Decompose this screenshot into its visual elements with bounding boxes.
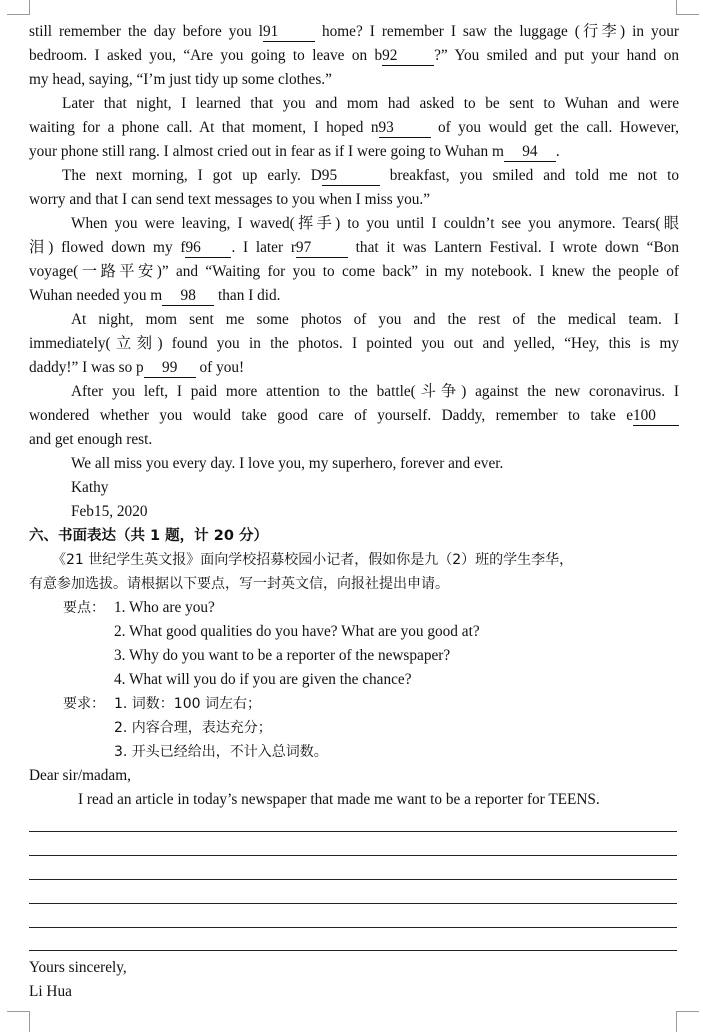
letter-date: Feb15, 2020 (71, 503, 148, 520)
task-intro: 《21 世纪学生英文报》面向学校招募校园小记者，假如你是九（2）班的学生李华， (52, 552, 574, 568)
passage-line: The next morning, I got up early. D95 breakfast, you smiled and told me not to (62, 167, 679, 184)
letter-closing: Yours sincerely, (29, 959, 127, 976)
passage-line: We all miss you every day. I love you, my superhero, forever and ever. (71, 455, 504, 472)
passage-line: 泪) flowed down my f96 . I later r97 that it was Lantern Festival. I wrote down “Bon (29, 239, 679, 256)
point-item: 1. Who are you? (114, 599, 215, 616)
section-heading: 六、书面表达（共 1 题，计 20 分） (29, 528, 268, 544)
answer-writing-line[interactable] (29, 855, 677, 856)
passage-line: Wuhan needed you m 98 than I did. (29, 287, 281, 304)
crop-mark-bottom-left (7, 1011, 30, 1032)
answer-writing-line[interactable] (29, 950, 677, 951)
answer-writing-line[interactable] (29, 903, 677, 904)
passage-line: still remember the day before you l91 home? I remember I saw the luggage (行李) in your (29, 23, 680, 40)
passage-line: daddy!” I was so p 99 of you! (29, 359, 245, 376)
passage-line: immediately(立刻) found you in the photos. I pointed you out and yelled, “Hey, this is my (29, 335, 679, 352)
passage-line: your phone still rang. I almost cried out in fear as if I were going to Wuhan m 94 . (29, 143, 560, 160)
answer-writing-line[interactable] (29, 831, 677, 832)
answer-blank-95[interactable]: 95 (322, 166, 380, 186)
crop-mark-top-right (676, 0, 699, 15)
passage-line: At night, mom sent me some photos of you and the rest of the medical team. I (71, 311, 679, 328)
passage-line: wondered whether you would take good care of yourself. Daddy, remember to take e100 (29, 404, 679, 428)
passage-line: Later that night, I learned that you and mom had asked to be sent to Wuhan and were (62, 95, 679, 112)
passage-line: When you were leaving, I waved(挥手) to you until I couldn’t see you anymore. Tears(眼 (71, 215, 679, 232)
letter-signature: Kathy (71, 479, 109, 496)
requirement-item: 1. 词数：100 词左右； (114, 696, 261, 712)
passage-line: and get enough rest. (29, 431, 153, 448)
requirement-item: 3. 开头已经给出，不计入总词数。 (114, 744, 328, 760)
passage-line: After you left, I paid more attention to the battle(斗争) against the new coronavirus. I (71, 383, 679, 400)
passage-line: worry and that I can send text messages to you when I miss you.” (29, 191, 431, 208)
letter-opening: I read an article in today’s newspaper that made me want to be a reporter for TEENS. (78, 791, 600, 808)
crop-mark-top-left (7, 0, 30, 15)
letter-name: Li Hua (29, 983, 72, 1000)
answer-blank-96[interactable]: 96 (185, 238, 231, 258)
letter-salutation: Dear sir/madam, (29, 767, 131, 784)
point-item: 4. What will you do if you are given the chance? (114, 671, 412, 688)
passage-line: my head, saying, “I’m just tidy up some clothes.” (29, 71, 332, 88)
answer-blank-93[interactable]: 93 (379, 118, 431, 138)
task-intro: 有意参加选拔。请根据以下要点，写一封英文信，向报社提出申请。 (29, 576, 449, 592)
passage-line: waiting for a phone call. At that moment, I hoped n93 of you would get the call. However, (29, 119, 679, 136)
answer-blank-100[interactable]: 100 (633, 406, 679, 426)
answer-writing-line[interactable] (29, 879, 677, 880)
crop-mark-bottom-right (676, 1011, 699, 1032)
requirements-label: 要求： (63, 696, 105, 712)
point-item: 2. What good qualities do you have? What are you good at? (114, 623, 480, 640)
points-label: 要点： (63, 600, 105, 616)
point-item: 3. Why do you want to be a reporter of the newspaper? (114, 647, 451, 664)
answer-blank-91[interactable]: 91 (263, 22, 315, 42)
answer-writing-line[interactable] (29, 927, 677, 928)
requirement-item: 2. 内容合理，表达充分； (114, 720, 272, 736)
answer-blank-98[interactable]: 98 (162, 286, 214, 306)
passage-line: bedroom. I asked you, “Are you going to leave on b92 ?” You smiled and put your hand on (29, 47, 679, 64)
answer-blank-94[interactable]: 94 (504, 142, 556, 162)
passage-line: voyage(一路平安)” and “Waiting for you to come back” in my notebook. I knew the people of (29, 263, 679, 280)
answer-blank-97[interactable]: 97 (296, 238, 348, 258)
answer-blank-92[interactable]: 92 (382, 46, 434, 66)
answer-blank-99[interactable]: 99 (144, 358, 196, 378)
